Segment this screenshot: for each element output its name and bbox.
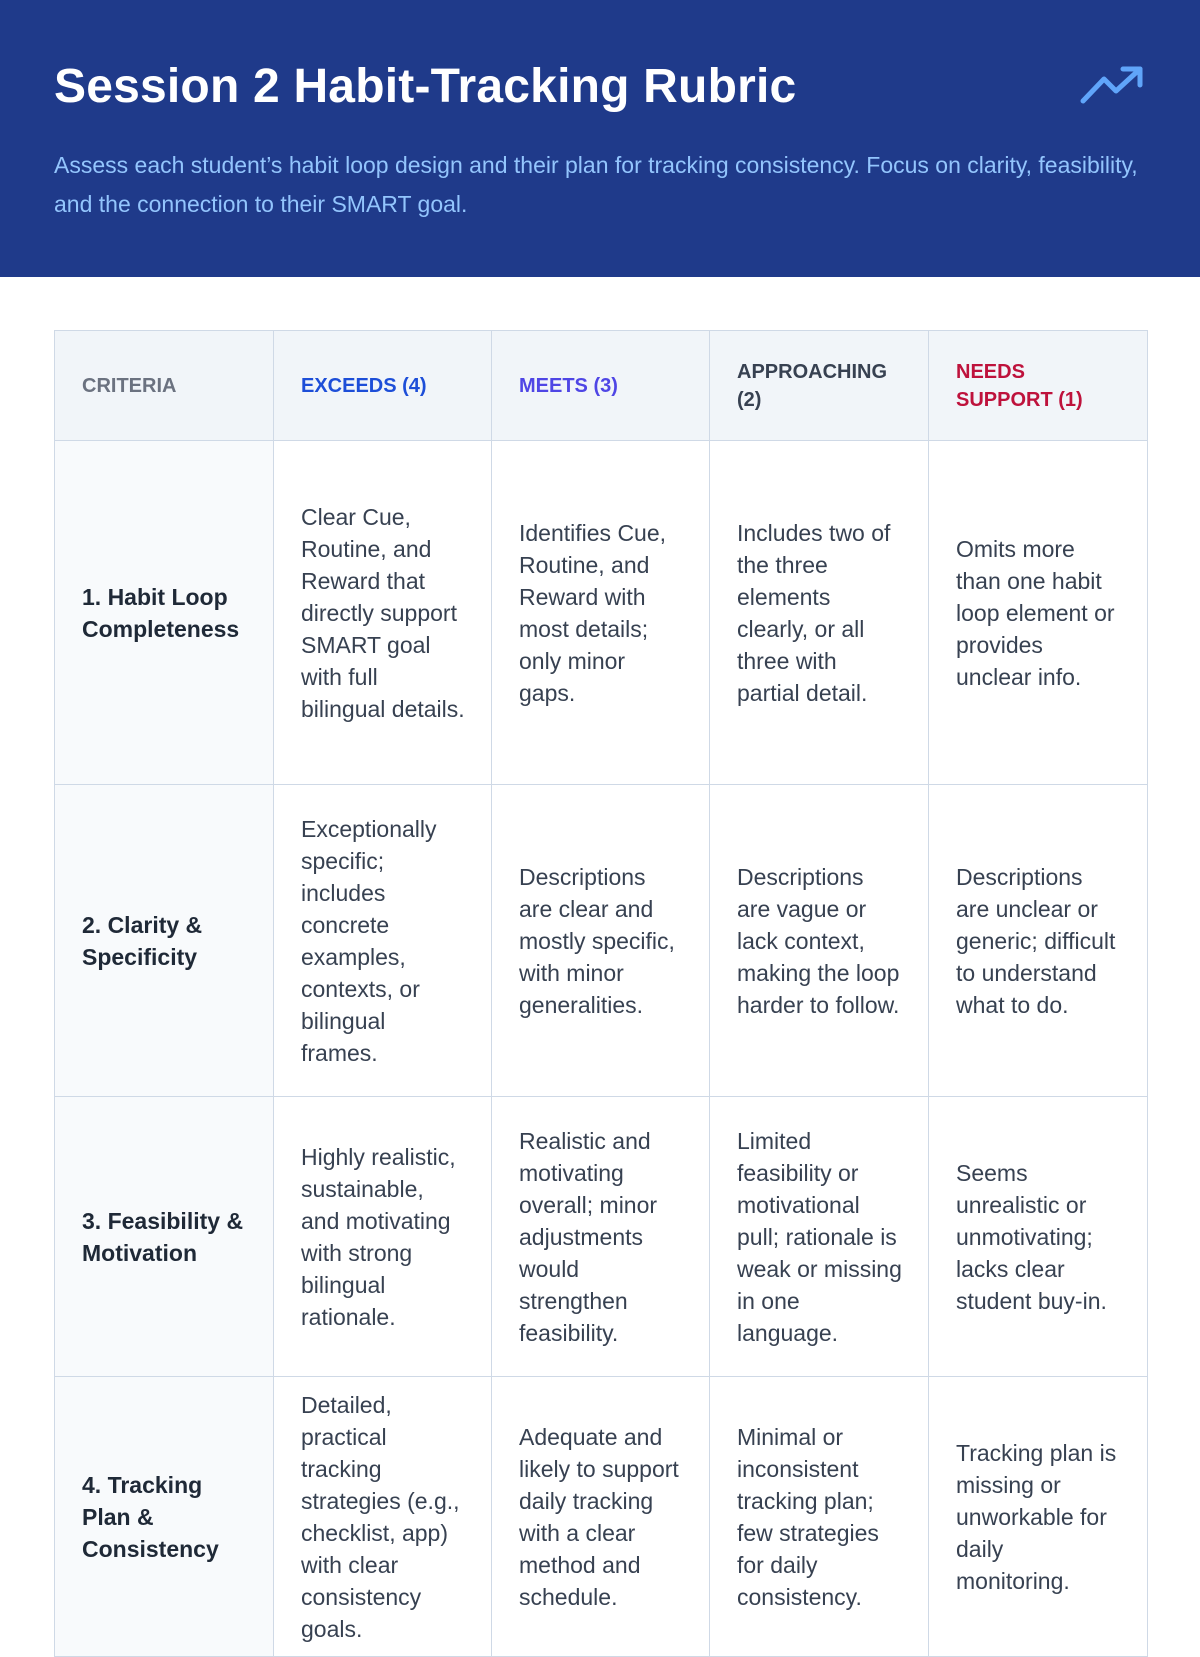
- column-header-approaching: APPROACHING (2): [710, 331, 929, 441]
- approaching-cell: Includes two of the three elements clearly, or all three with partial detail.: [710, 441, 929, 785]
- column-header-meets: MEETS (3): [492, 331, 710, 441]
- rubric-table: [54, 330, 1148, 1657]
- column-header-criteria: CRITERIA: [55, 331, 274, 441]
- approaching-cell: Limited feasibility or motivational pull; rationale is weak or missing in one language.: [710, 1097, 929, 1377]
- rubric-table-container: [54, 330, 1147, 1657]
- page-subtitle: Assess each student’s habit loop design and their plan for tracking consistency. Focus on clarity, feasibility, and the connection to their SMART goal.: [54, 152, 1138, 217]
- needs-support-cell: Seems unrealistic or unmotivating; lacks clear student buy-in.: [929, 1097, 1148, 1377]
- criterion-cell: 2. Clarity & Specificity: [55, 785, 274, 1097]
- table-header-row: [55, 331, 1148, 441]
- exceeds-cell: Detailed, practical tracking strategies (e.g., checklist, app) with clear consistency goals.: [274, 1377, 492, 1657]
- criterion-cell: 4. Tracking Plan & Consistency: [55, 1377, 274, 1657]
- meets-cell: Identifies Cue, Routine, and Reward with most details; only minor gaps.: [492, 441, 710, 785]
- criterion-cell: 3. Feasibility & Motivation: [55, 1097, 274, 1377]
- page-header: [0, 0, 1200, 277]
- trending-up-icon: [1080, 64, 1146, 106]
- exceeds-cell: Clear Cue, Routine, and Reward that directly support SMART goal with full bilingual details.: [274, 441, 492, 785]
- meets-cell: Realistic and motivating overall; minor adjustments would strengthen feasibility.: [492, 1097, 710, 1377]
- page-title: Session 2 Habit-Tracking Rubric: [54, 60, 797, 113]
- needs-support-cell: Tracking plan is missing or unworkable for daily monitoring.: [929, 1377, 1148, 1657]
- column-header-exceeds: EXCEEDS (4): [274, 331, 492, 441]
- meets-cell: Descriptions are clear and mostly specific, with minor generalities.: [492, 785, 710, 1097]
- exceeds-cell: Highly realistic, sustainable, and motivating with strong bilingual rationale.: [274, 1097, 492, 1377]
- column-header-needs-support: NEEDS SUPPORT (1): [929, 331, 1148, 441]
- needs-support-cell: Descriptions are unclear or generic; difficult to understand what to do.: [929, 785, 1148, 1097]
- table-row: [55, 1097, 1148, 1377]
- approaching-cell: Descriptions are vague or lack context, making the loop harder to follow.: [710, 785, 929, 1097]
- table-row: [55, 1377, 1148, 1657]
- table-row: [55, 785, 1148, 1097]
- meets-cell: Adequate and likely to support daily tracking with a clear method and schedule.: [492, 1377, 710, 1657]
- exceeds-cell: Exceptionally specific; includes concrete examples, contexts, or bilingual frames.: [274, 785, 492, 1097]
- table-row: [55, 441, 1148, 785]
- approaching-cell: Minimal or inconsistent tracking plan; few strategies for daily consistency.: [710, 1377, 929, 1657]
- needs-support-cell: Omits more than one habit loop element or provides unclear info.: [929, 441, 1148, 785]
- criterion-cell: 1. Habit Loop Completeness: [55, 441, 274, 785]
